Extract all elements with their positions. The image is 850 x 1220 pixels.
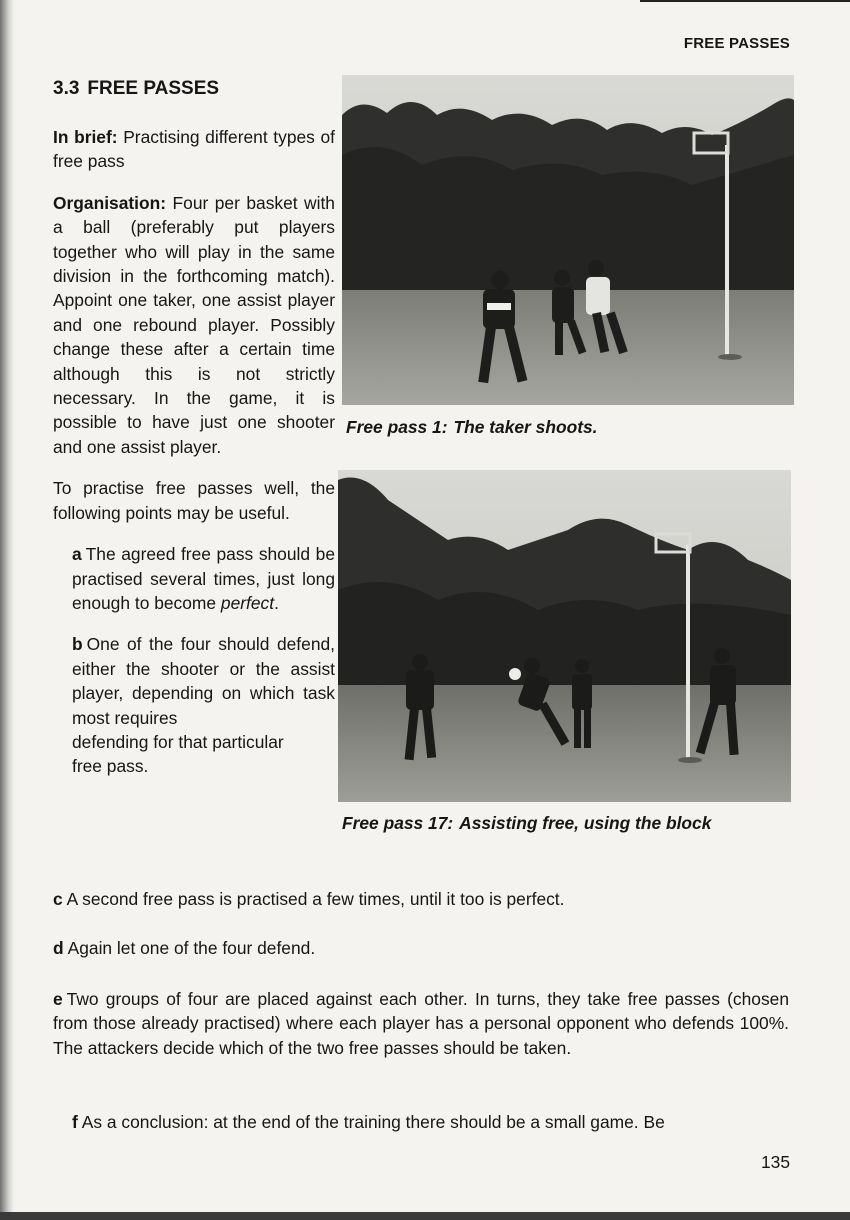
section-title-text: FREE PASSES — [87, 78, 220, 99]
page-number: 135 — [760, 1152, 790, 1172]
item-f-text: As a conclusion: at the end of the training there should be a small game. Be — [81, 1112, 665, 1132]
caption-17-label: Free pass 17: — [342, 813, 454, 833]
item-a — [53, 542, 335, 615]
item-e-text: Two groups of four are placed against each other. In turns, they take free passes (chosen from those already practised) where each player has a personal opponent who defends 100%. The attackers decide which of the two free passes should be taken. — [53, 989, 789, 1058]
caption-1-text: The taker shoots. — [453, 417, 598, 437]
photo-free-pass-1 — [342, 75, 794, 405]
item-f — [72, 1110, 789, 1134]
item-a-text: The agreed free pass should be practised several times, just long enough to become — [72, 544, 335, 613]
item-d-text: Again let one of the four defend. — [67, 938, 316, 958]
item-e-letter: e — [53, 989, 63, 1009]
photo-free-pass-17 — [338, 470, 791, 802]
item-d-letter: d — [53, 938, 64, 958]
running-head: FREE PASSES — [683, 35, 790, 52]
caption-1-label: Free pass 1: — [346, 417, 448, 437]
section-number: 3.3 — [53, 78, 80, 99]
in-brief-text: Practising different types of free pass — [53, 127, 335, 172]
in-brief-paragraph — [53, 125, 335, 174]
photo-free-pass-17-image — [338, 470, 791, 802]
item-d — [53, 936, 789, 960]
item-c — [53, 887, 789, 911]
item-b-text: One of the four should defend, either the shooter or the assist player, depending on which task most requires — [72, 634, 335, 728]
points-intro: To practise free passes well, the following points may be useful. — [53, 478, 335, 523]
organisation-text: Four per basket with a ball (preferably put players together who will play in the same division in the forthcoming match). Appoint one taker, one assist player and one rebound player. Possibly change these after a certain time although this is not strictly necessary. In the game, it is possible to have just one shooter and one assist player. — [53, 192, 335, 457]
section-title — [53, 78, 219, 100]
organisation-label: Organisation: — [53, 192, 167, 213]
item-e — [53, 987, 789, 1060]
item-a-letter: a — [72, 544, 82, 565]
caption-free-pass-17 — [342, 813, 711, 834]
item-c-text: A second free pass is practised a few times, until it too is perfect. — [66, 889, 565, 909]
photo-free-pass-1-image — [342, 75, 794, 405]
item-a-end: . — [274, 592, 279, 613]
item-f-letter: f — [72, 1112, 78, 1132]
item-b — [53, 632, 335, 778]
page-binding-shadow — [0, 0, 14, 1220]
item-b-end-line: free pass. — [72, 756, 149, 777]
caption-17-text: Assisting free, using the block — [459, 813, 712, 833]
caption-free-pass-1 — [346, 417, 598, 438]
item-b-wide-line: defending for that particular — [72, 731, 284, 752]
in-brief-label: In brief: — [53, 127, 118, 147]
top-rule — [640, 0, 850, 2]
item-a-emphasis: perfect — [220, 592, 275, 613]
item-b-body — [72, 632, 335, 730]
item-c-letter: c — [53, 889, 63, 909]
bottom-edge — [0, 1212, 850, 1220]
organisation-paragraph — [53, 191, 335, 459]
left-column — [53, 125, 335, 779]
item-b-letter: b — [72, 634, 83, 655]
